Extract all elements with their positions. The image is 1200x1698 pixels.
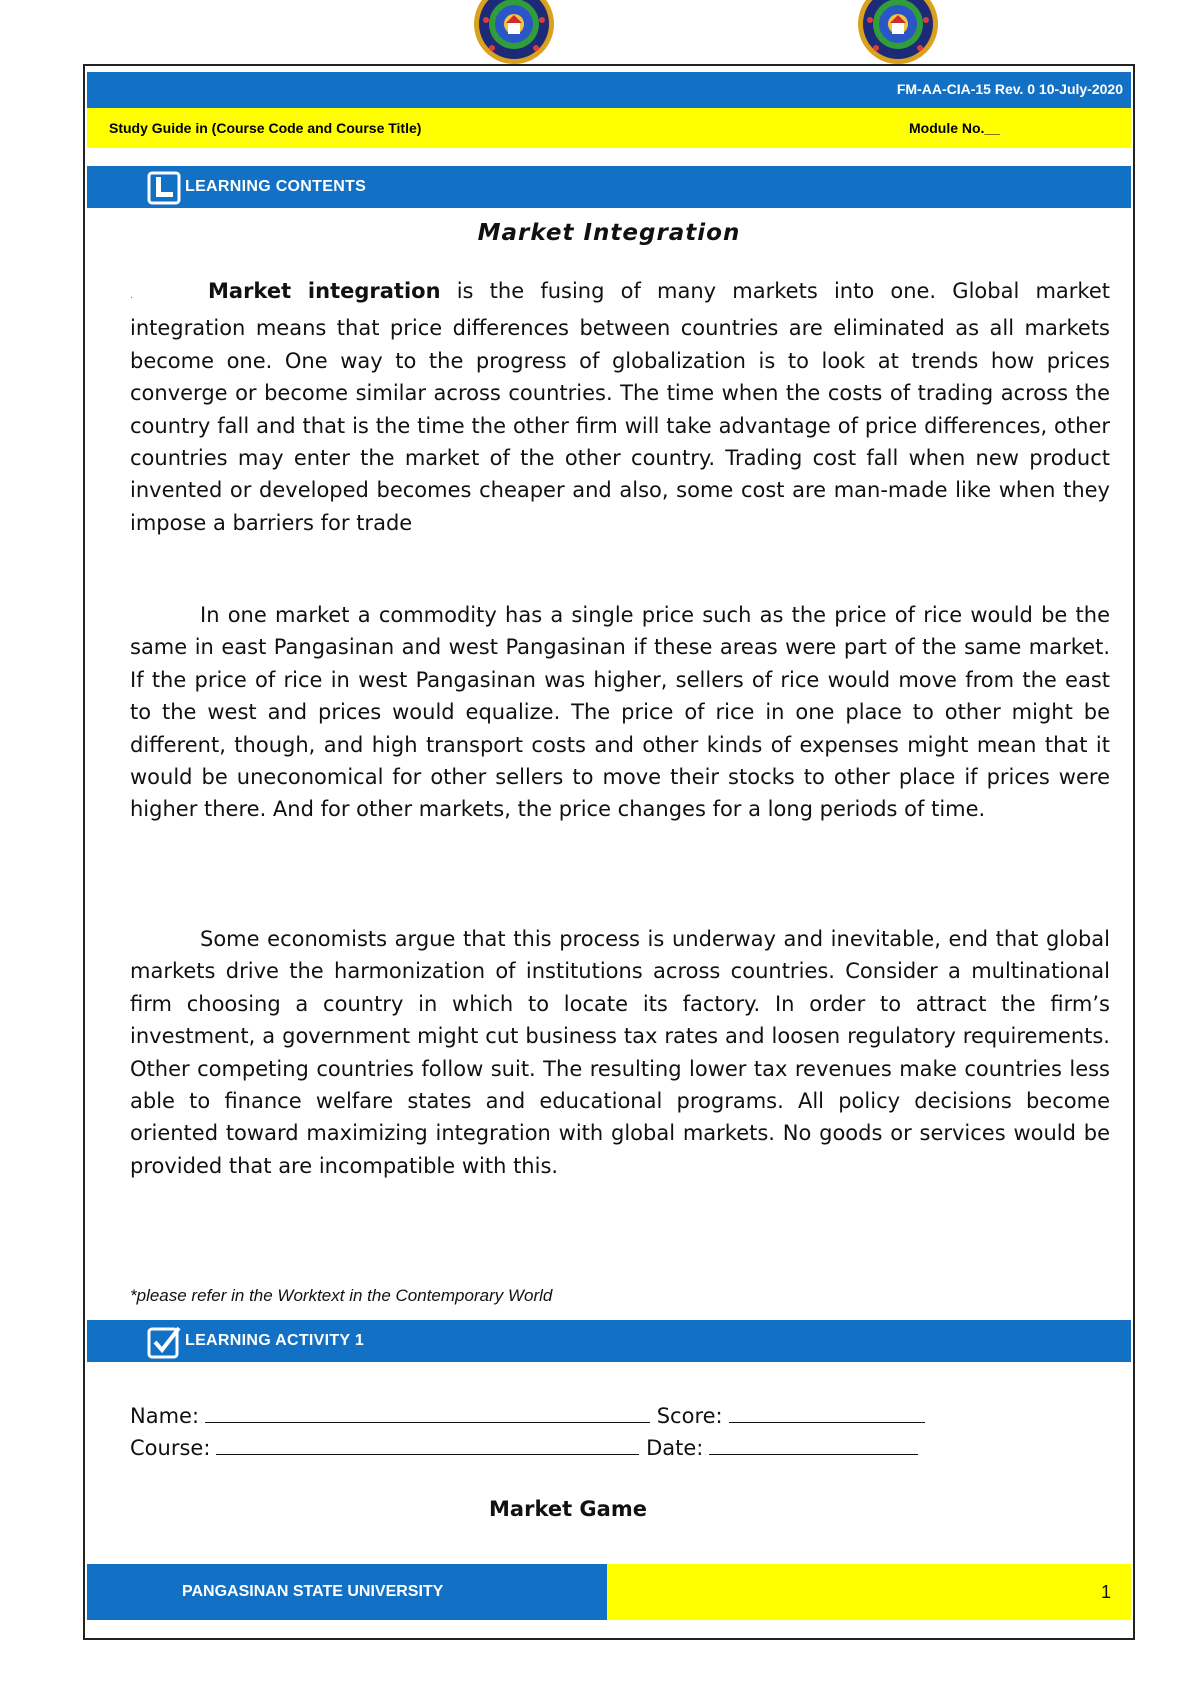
- learning-activity-label: LEARNING ACTIVITY 1: [185, 1332, 365, 1349]
- paragraph-1: [130, 275, 1110, 539]
- paragraph-2-text: In one market a commodity has a single price such as the price of rice would be the same in east Pangasinan and west Pangasinan if these areas were part of the same market. If the price of rice in west Pangasinan was higher, sellers of rice would move from the east to the west and prices would equalize. The price of rice in one place to other might be different, though, and high transport costs and other kinds of expenses might mean that it would be uneconomical for other sellers to move their stocks to other place if prices were higher there. And for other markets, the price changes for a long periods of time.: [130, 603, 1110, 822]
- footer-page-band: [607, 1564, 1131, 1620]
- form-code-band: [87, 72, 1131, 108]
- book-icon: [147, 171, 181, 205]
- module-number: Module No.__: [909, 120, 1001, 136]
- page-number: 1: [1100, 1582, 1111, 1602]
- seal-icon: [464, 0, 564, 64]
- name-label: Name:: [130, 1404, 200, 1428]
- paragraph-2: [130, 599, 1110, 826]
- content-title: Market Integration: [477, 220, 741, 246]
- footer-university-band: [87, 1564, 607, 1620]
- paragraph-3-text: Some economists argue that this process is underway and inevitable, end that global markets drive the harmonization of institutions across countries. Consider a multinational firm choosing a country in which to locate its factory. In order to attract the firm’s investment, a government might cut business tax rates and loosen regulatory requirements. Other competing countries follow suit. The resulting lower tax revenues make countries less able to finance welfare states and educational programs. All policy decisions become oriented toward maximizing integration with global markets. No goods or services would be provided that are incompatible with this.: [130, 927, 1110, 1178]
- date-label: Date:: [646, 1436, 704, 1460]
- reference-note: *please refer in the Worktext in the Contemporary World: [130, 1286, 553, 1305]
- learning-contents-label: LEARNING CONTENTS: [185, 178, 367, 195]
- score-field[interactable]: [729, 1402, 925, 1423]
- course-date-row: [130, 1434, 918, 1460]
- university-seal-left: [464, 0, 564, 64]
- activity-title: Market Game: [489, 1497, 647, 1521]
- page-frame: [83, 64, 1135, 1640]
- name-score-row: [130, 1402, 925, 1428]
- checkbox-icon: [147, 1325, 181, 1359]
- course-field[interactable]: [216, 1434, 639, 1455]
- paragraph-3: [130, 923, 1110, 1182]
- paragraph-1-text: is the fusing of many markets into one. Global market integration means that price differences between countries are eliminated as all markets become one. One way to the progress of globalization is to look at trends how prices converge or become similar across countries. The time when the costs of trading across the country fall and that is the time the other firm will take advantage of price differences, other countries may enter the market of the other country. Trading cost fall when new product invented or developed becomes cheaper and also, some cost are man-made like when they impose a barriers for trade: [130, 279, 1110, 535]
- university-seal-right: [848, 0, 948, 64]
- university-name: PANGASINAN STATE UNIVERSITY: [182, 1583, 444, 1600]
- seal-icon: [848, 0, 948, 64]
- paragraph-1-mark: .: [130, 290, 134, 301]
- name-field[interactable]: [205, 1402, 650, 1423]
- learning-contents-header: [87, 166, 1131, 208]
- date-field[interactable]: [709, 1434, 918, 1455]
- study-guide-band: [87, 108, 1131, 148]
- course-label: Course:: [130, 1436, 211, 1460]
- form-code: FM-AA-CIA-15 Rev. 0 10-July-2020: [896, 81, 1123, 97]
- study-guide-title: Study Guide in (Course Code and Course Title): [109, 120, 422, 136]
- score-label: Score:: [656, 1404, 723, 1428]
- paragraph-1-lead: Market integration: [208, 279, 441, 303]
- learning-activity-header: [87, 1320, 1131, 1362]
